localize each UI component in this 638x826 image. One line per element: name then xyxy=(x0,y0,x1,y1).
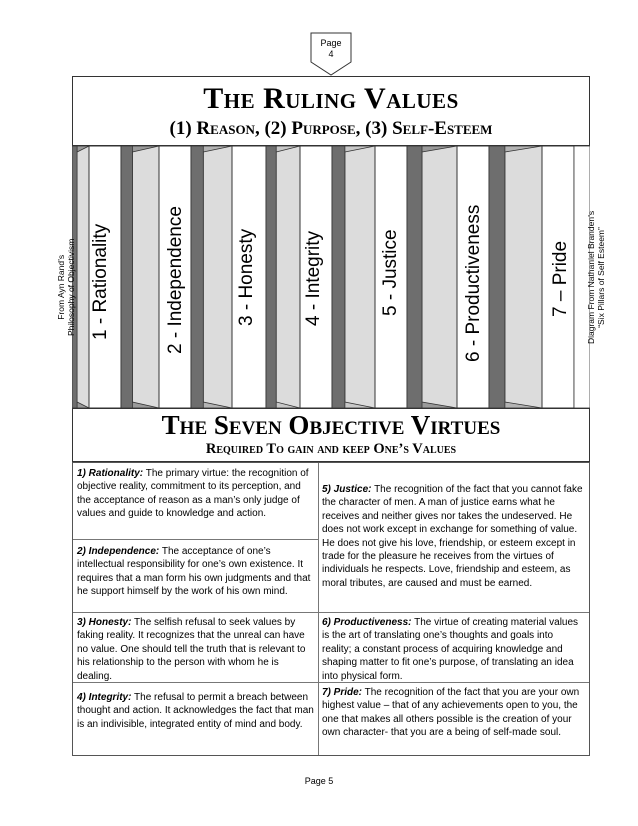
pillar-label-rationality: 1 - Rationality xyxy=(90,223,111,340)
virtue-independence xyxy=(73,545,318,599)
pillar-side xyxy=(345,146,375,408)
pillar-side xyxy=(422,146,457,408)
page-number-footer: Page 5 xyxy=(304,776,334,786)
pillar-label-independence: 2 - Independence xyxy=(165,206,186,354)
pillar-side xyxy=(203,146,232,408)
pillar-label-productiveness: 6 - Productiveness xyxy=(463,204,484,362)
virtues-table xyxy=(72,462,590,756)
virtues-subtitle: Required To gain and keep One’s Values xyxy=(205,441,457,457)
virtue-term: 7) Pride: xyxy=(322,687,363,698)
pillar-side xyxy=(77,146,89,408)
pillar-label-pride: 7 – Pride xyxy=(550,240,571,317)
left-note-line2: Philosophy of Objectivism xyxy=(66,238,76,336)
virtue-text: The refusal to permit a breach between thought and action. It acknowledges the fact that man is an indivisible, integrated entity of mind and body. xyxy=(77,692,314,730)
pillar-label-justice: 5 - Justice xyxy=(380,229,401,316)
virtue-text: The virtue of creating material values is the art of translating one’s thoughts and goals into reality; a constant process of acquiring knowledge and shaping matter to fit one’s purpose, of translating an idea into physical form. xyxy=(322,617,579,682)
pillars-diagram xyxy=(72,146,590,408)
virtue-term: 4) Integrity: xyxy=(77,692,132,703)
virtue-justice xyxy=(318,483,589,590)
pillar-side xyxy=(132,146,159,408)
pillar-side xyxy=(276,146,300,408)
page-tab-label: Page xyxy=(320,38,342,48)
pillar-shadow xyxy=(121,146,132,408)
virtue-text: The acceptance of one’s intellectual responsibility for one’s own existence. It requires that a man form his own judgments and that he support himself by the work of his own mind. xyxy=(77,546,311,598)
page-title: The Ruling Values xyxy=(203,82,459,115)
right-note-line2: “Six Pillars of Self Esteem” xyxy=(596,227,606,328)
virtue-term: 3) Honesty: xyxy=(77,617,132,628)
page-subtitle: (1) Reason, (2) Purpose, (3) Self-Esteem xyxy=(169,118,493,139)
page-tab xyxy=(310,38,352,60)
virtue-productiveness xyxy=(318,616,589,683)
pillar-shadow xyxy=(489,146,505,408)
pillar-shadow xyxy=(332,146,345,408)
virtue-term: 6) Productiveness: xyxy=(322,617,412,628)
virtue-text: The recognition of the fact that you are your own highest value – that of any achievements open to you, the one that makes all others possible is the creation of your own character- that you are a being of self-made soul. xyxy=(322,687,580,739)
pillar-shadow xyxy=(191,146,203,408)
virtue-term: 2) Independence: xyxy=(77,546,160,557)
pillar-label-integrity: 4 - Integrity xyxy=(303,230,324,326)
virtue-integrity xyxy=(73,691,318,731)
virtue-text: The recognition of the fact that you cannot fake the character of men. A man of justice earns what he receives and neither gives nor takes the undeserved. He does not work except in exchange for something of value. He does not give his love, friendship, or esteem except in trade for the pleasure he receives from the virtues of individuals he respects. Love, friendship and esteem, as moral tributes, are caused and must be earned. xyxy=(322,484,583,589)
pillar-shadow xyxy=(407,146,422,408)
virtues-title: The Seven Objective Virtues xyxy=(161,410,501,440)
pillar-shadow xyxy=(266,146,276,408)
right-source-note xyxy=(586,211,606,344)
pillar-label-honesty: 3 - Honesty xyxy=(236,228,257,326)
left-note-line1: From Ayn Rand’s xyxy=(56,254,66,320)
left-source-note xyxy=(56,239,76,336)
page-tab-number: 4 xyxy=(328,49,334,59)
pillar-side xyxy=(505,146,542,408)
virtue-pride xyxy=(318,686,589,740)
virtue-rationality xyxy=(73,467,318,521)
virtue-term: 5) Justice: xyxy=(322,484,372,495)
virtue-honesty xyxy=(73,616,318,683)
virtue-text: The selfish refusal to seek values by faking reality. It recognizes that the unreal can have no value. One should tell the truth that is relevant to his relationship to the person with whom he is dealing. xyxy=(77,617,306,682)
right-note-line1: Diagram From Nathaniel Branden’s xyxy=(586,210,596,344)
virtue-text: The primary virtue: the recognition of objective reality, commitment to its perception, and the acceptance of reason as a man’s only judge of values and guide to knowledge and action. xyxy=(77,468,309,520)
virtue-term: 1) Rationality: xyxy=(77,468,144,479)
